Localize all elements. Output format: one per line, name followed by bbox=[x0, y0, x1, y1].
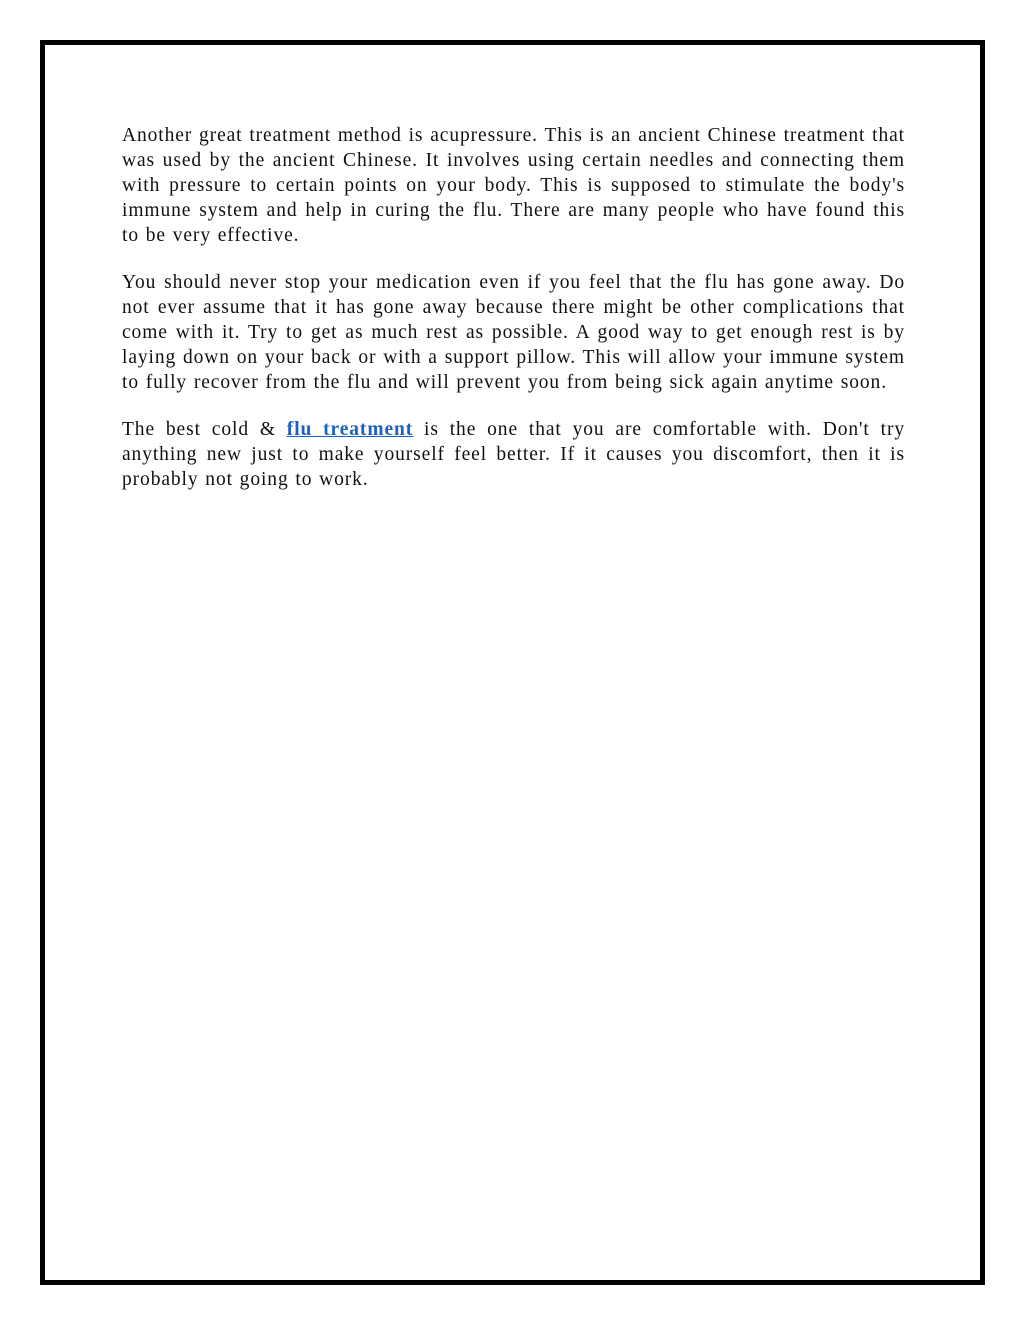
paragraph-text-after-link: is the one that you are comfortable with. Don't try anything new just to make yourself feel better. If it causes you discomfort, then it is probably not going to work. bbox=[122, 419, 905, 490]
paragraph-medication: You should never stop your medication even if you feel that the flu has gone away. Do not ever assume that it has gone away because there might be other complications that come with it. Try to get as much rest as possible. A good way to get enough rest is by laying down on your back or with a support pillow. This will allow your immune system to fully recover from the flu and will prevent you from being sick again anytime soon. bbox=[122, 272, 905, 393]
page-frame bbox=[40, 40, 985, 1285]
paragraph-best-treatment bbox=[122, 417, 905, 492]
flu-treatment-link[interactable]: flu treatment bbox=[286, 419, 414, 440]
document-body bbox=[122, 123, 905, 514]
paragraph-text-before-link: The best cold & bbox=[122, 419, 287, 440]
paragraph-acupressure: Another great treatment method is acupressure. This is an ancient Chinese treatment that was used by the ancient Chinese. It involves using certain needles and connecting them with pressure to certain points on your body. This is supposed to stimulate the body's immune system and help in curing the flu. There are many people who have found this to be very effective. bbox=[122, 125, 905, 246]
